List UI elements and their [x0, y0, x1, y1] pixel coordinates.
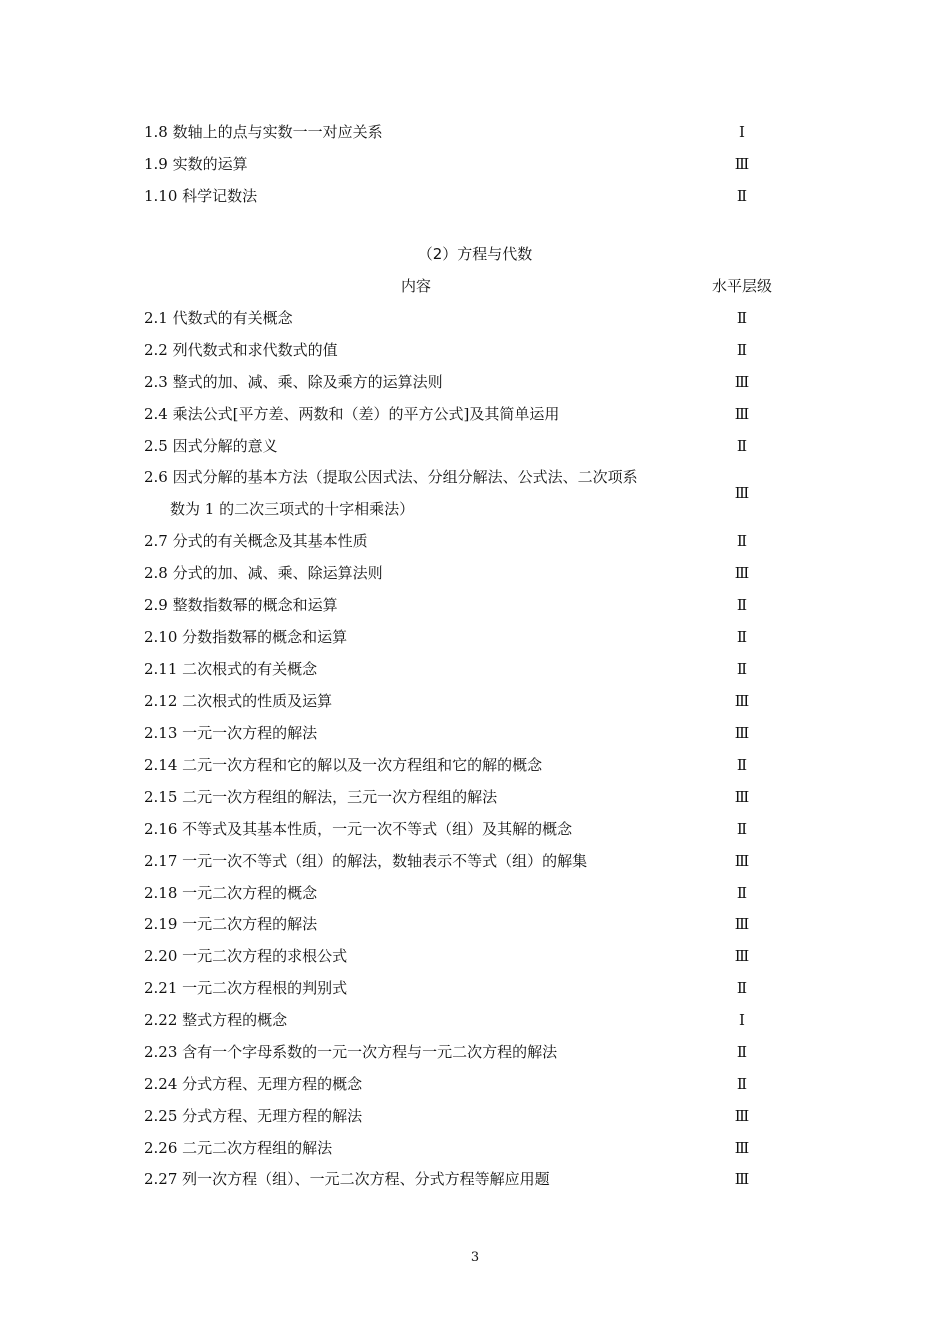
row-content: 2.21 一元二次方程根的判别式 [144, 979, 348, 997]
row-level: Ⅱ [736, 820, 748, 838]
row-level: Ⅲ [734, 484, 750, 502]
row-level: Ⅱ [736, 341, 748, 359]
row-content: 2.11 二次根式的有关概念 [144, 660, 318, 678]
row-content: 2.24 分式方程、无理方程的概念 [144, 1075, 363, 1093]
row-content: 2.5 因式分解的意义 [144, 437, 278, 455]
row-level: Ⅲ [734, 947, 750, 965]
row-level: Ⅲ [734, 405, 750, 423]
row-content: 2.10 分数指数幂的概念和运算 [144, 628, 348, 646]
row-content [144, 467, 704, 519]
row-content: 1.8 数轴上的点与实数一一对应关系 [144, 123, 383, 141]
row-content: 2.8 分式的加、减、乘、除运算法则 [144, 564, 383, 582]
row-content: 2.26 二元二次方程组的解法 [144, 1139, 333, 1157]
row-content: 2.25 分式方程、无理方程的解法 [144, 1107, 363, 1125]
header-level: 水平层级 [711, 277, 772, 295]
row-level: Ⅰ [739, 123, 745, 141]
row-content: 2.17 一元一次不等式（组）的解法，数轴表示不等式（组）的解集 [144, 852, 588, 870]
row-level: Ⅰ [739, 1011, 745, 1029]
row-content: 2.23 含有一个字母系数的一元一次方程与一元二次方程的解法 [144, 1043, 558, 1061]
row-level: Ⅱ [736, 437, 748, 455]
row-content-line2: 数为 1 的二次三项式的十字相乘法） [170, 500, 415, 518]
row-content: 2.3 整式的加、减、乘、除及乘方的运算法则 [144, 373, 443, 391]
table-row [144, 467, 804, 519]
row-level: Ⅲ [734, 1170, 750, 1188]
row-level: Ⅱ [736, 1043, 748, 1061]
section-title: （2）方程与代数 [417, 245, 533, 263]
row-content: 2.16 不等式及其基本性质，一元一次不等式（组）及其解的概念 [144, 820, 573, 838]
row-level: Ⅲ [734, 852, 750, 870]
row-content: 2.9 整数指数幂的概念和运算 [144, 596, 338, 614]
row-level: Ⅱ [736, 628, 748, 646]
row-level: Ⅲ [734, 724, 750, 742]
row-content: 2.4 乘法公式[平方差、两数和（差）的平方公式]及其简单运用 [144, 405, 560, 423]
row-content: 2.1 代数式的有关概念 [144, 309, 293, 327]
row-content: 2.20 一元二次方程的求根公式 [144, 947, 348, 965]
row-level: Ⅱ [736, 884, 748, 902]
row-content: 2.27 列一次方程（组）、一元二次方程、分式方程等解应用题 [144, 1170, 550, 1188]
row-level: Ⅲ [734, 788, 750, 806]
row-level: Ⅲ [734, 155, 750, 173]
header-content: 内容 [400, 277, 431, 295]
row-level: Ⅲ [734, 373, 750, 391]
row-content: 1.9 实数的运算 [144, 155, 248, 173]
row-level: Ⅲ [734, 915, 750, 933]
row-content: 2.12 二次根式的性质及运算 [144, 692, 333, 710]
row-level: Ⅲ [734, 692, 750, 710]
row-content: 2.14 二元一次方程和它的解以及一次方程组和它的解的概念 [144, 756, 543, 774]
row-level: Ⅲ [734, 1139, 750, 1157]
row-level: Ⅱ [736, 596, 748, 614]
page-number: 3 [470, 1250, 480, 1265]
row-content-line1: 2.6 因式分解的基本方法（提取公因式法、分组分解法、公式法、二次项系 [144, 468, 638, 486]
row-level: Ⅱ [736, 187, 748, 205]
row-level: Ⅱ [736, 532, 748, 550]
row-level: Ⅱ [736, 660, 748, 678]
row-content: 2.2 列代数式和求代数式的值 [144, 341, 338, 359]
row-level: Ⅱ [736, 309, 748, 327]
row-level: Ⅲ [734, 564, 750, 582]
row-content: 2.13 一元一次方程的解法 [144, 724, 318, 742]
row-content: 2.18 一元二次方程的概念 [144, 884, 318, 902]
row-level: Ⅱ [736, 1075, 748, 1093]
row-level: Ⅱ [736, 979, 748, 997]
row-level: Ⅲ [734, 1107, 750, 1125]
row-content: 2.15 二元一次方程组的解法，三元一次方程组的解法 [144, 788, 498, 806]
row-content: 2.7 分式的有关概念及其基本性质 [144, 532, 368, 550]
row-level: Ⅱ [736, 756, 748, 774]
row-content: 1.10 科学记数法 [144, 187, 258, 205]
row-content: 2.22 整式方程的概念 [144, 1011, 288, 1029]
row-content: 2.19 一元二次方程的解法 [144, 915, 318, 933]
